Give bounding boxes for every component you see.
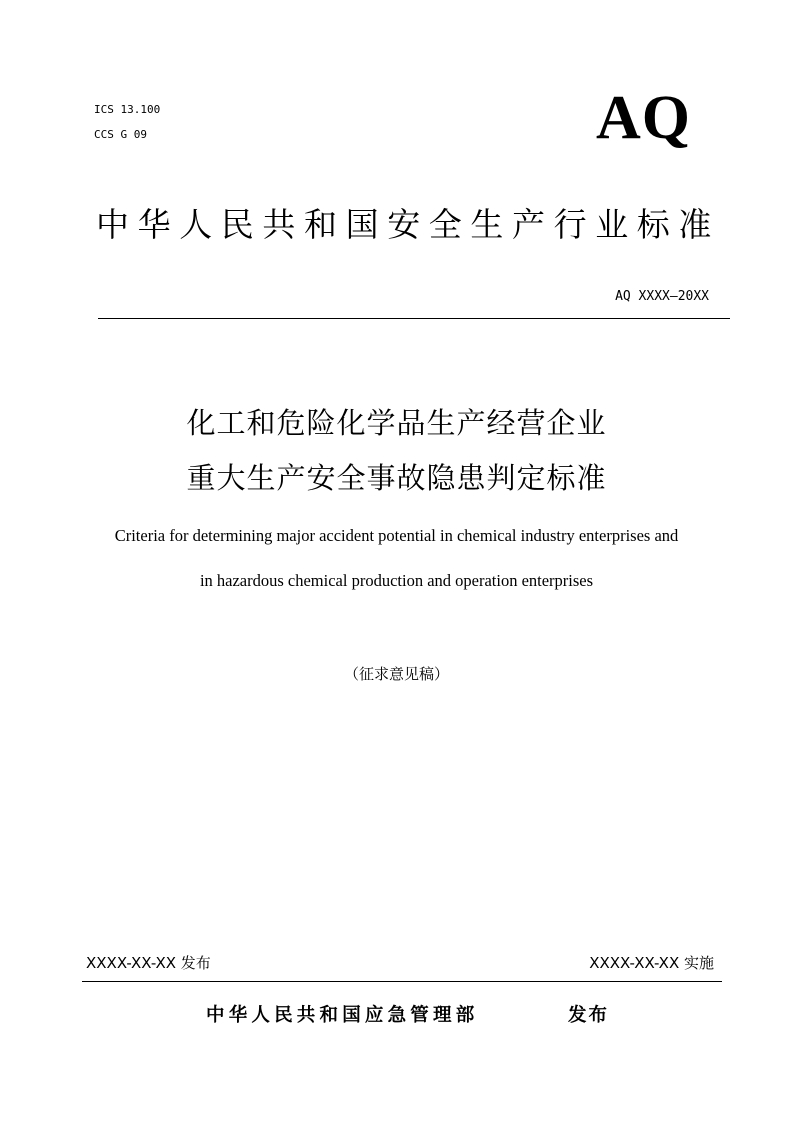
standard-type-heading: 中华人民共和国安全生产行业标准 bbox=[96, 205, 720, 244]
issued-label: 发布 bbox=[568, 1005, 610, 1026]
ics-code: ICS 13.100 bbox=[94, 103, 161, 116]
standard-number: AQ XXXX—20XX bbox=[615, 289, 709, 304]
footer-divider bbox=[82, 981, 722, 982]
english-title-line-1: Criteria for determining major accident potential in chemical industry enterprises and bbox=[114, 526, 679, 545]
ccs-code: CCS G 09 bbox=[94, 128, 147, 141]
header-divider bbox=[98, 318, 730, 319]
aq-logo: AQ bbox=[596, 84, 691, 152]
english-title-line-2: in hazardous chemical production and operation enterprises bbox=[199, 571, 594, 590]
document-title-line-1: 化工和危险化学品生产经营企业 bbox=[186, 406, 607, 440]
implementation-date: XXXX-XX-XX 实施 bbox=[589, 954, 714, 972]
issuing-authority: 中华人民共和国应急管理部 bbox=[206, 1005, 479, 1026]
document-title-line-2: 重大生产安全事故隐患判定标准 bbox=[186, 461, 607, 495]
issue-date: XXXX-XX-XX 发布 bbox=[86, 954, 211, 972]
draft-note: （征求意见稿） bbox=[343, 665, 449, 683]
